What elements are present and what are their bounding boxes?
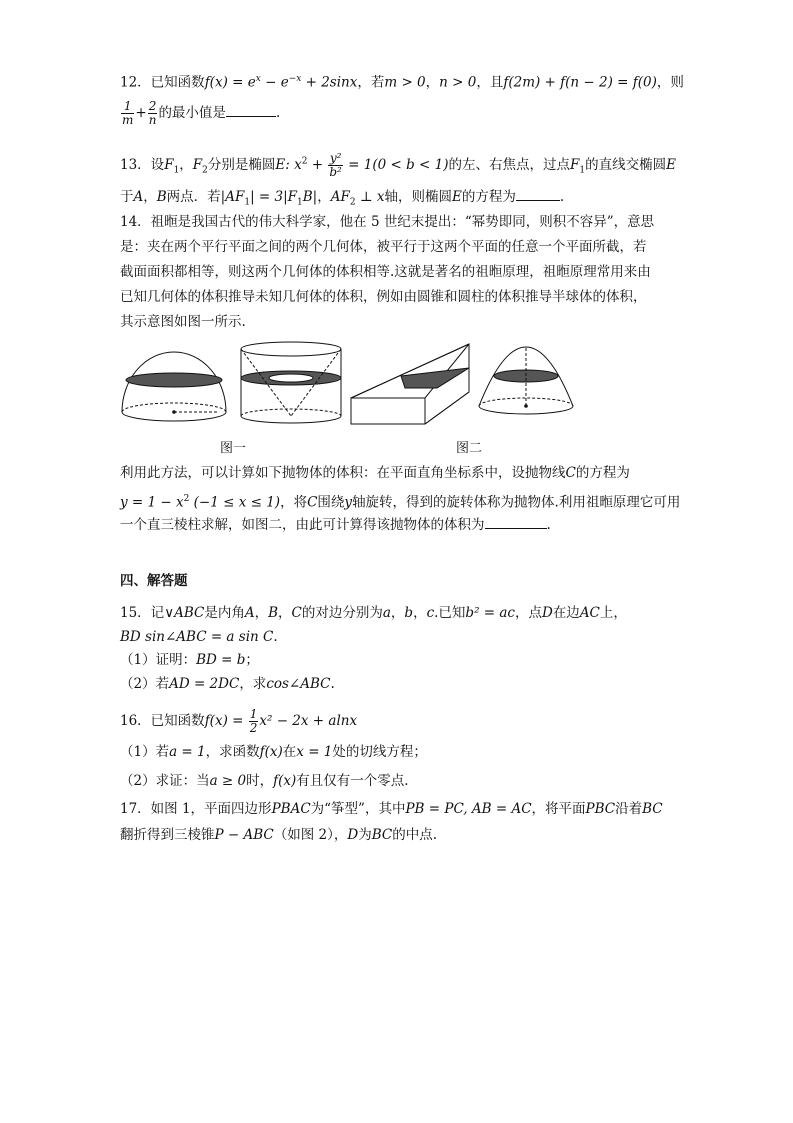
q15-p2-text: （2）若 (120, 676, 170, 692)
q14-eq: y = 1 − x (120, 494, 184, 511)
q16-p1-text4: 处的切线方程； (332, 744, 427, 760)
q16-line1 (120, 708, 357, 735)
q13-text4: 的直线交椭圆 (585, 157, 667, 173)
q15-p2-eq2: cos∠ABC (266, 676, 331, 692)
q17-pbac: PBAC (271, 801, 311, 817)
q16-p2-f: f(x) (273, 773, 297, 789)
q12-func: f(x) = e (204, 74, 256, 91)
q13-f2-sub: 2 (202, 165, 208, 176)
q14-line1: 14．祖暅是我国古代的伟大科学家，他在 5 世纪末提出：“幂势即同，则积不容异”，意思 (120, 214, 655, 230)
q16-p1-eq2: x = 1 (296, 744, 333, 760)
q15-p2-eq: AD = 2DC (169, 676, 240, 692)
q15-triangle: ∨ABC (164, 605, 205, 621)
q13-abs1: |AF (220, 189, 245, 205)
q13-end: . (559, 189, 565, 205)
q13-perp2: ⊥ x (355, 189, 385, 205)
q13-f1b: F (569, 157, 580, 173)
q12-text4: ，则 (656, 74, 684, 91)
figure1-hemisphere (118, 342, 230, 424)
q15-end: . (273, 629, 278, 645)
caption-figure1: 图一 (220, 441, 247, 456)
q13-text3: 的左、右焦点，过点 (448, 157, 570, 173)
q13-text7: 轴，则椭圆 (384, 189, 453, 205)
q15-p2-end: . (330, 676, 335, 692)
q12-answer-blank (226, 115, 276, 117)
q17-bc2: BC (371, 827, 393, 843)
q13-plus: + (307, 157, 328, 173)
q15-c2: ， (278, 605, 292, 621)
q15-text3: 的对边分别为 (301, 605, 383, 621)
q13-ellipse: E: x (275, 157, 302, 173)
q14-c2: C (307, 494, 318, 511)
section-header: 四、解答题 (120, 573, 188, 589)
q13-b: B (156, 189, 167, 205)
q16-p1-text3: 在 (282, 744, 297, 760)
caption-figure2: 图二 (456, 441, 483, 456)
q17-pabc: P − ABC (214, 827, 274, 843)
q17-text6: （如图 2）， (273, 827, 348, 843)
q14-line5: 其示意图如图一所示. (120, 314, 246, 330)
q12-frac1-num: 1 (121, 100, 134, 114)
q13-f1: F (164, 157, 174, 173)
q15-line1 (120, 604, 627, 622)
q12-frac1 (121, 100, 134, 127)
q14-c: C (565, 465, 576, 481)
q13-text8: 的方程为 (461, 189, 516, 205)
q16-p2-text3: 有且仅有一个零点. (296, 773, 409, 789)
q13-text2: 分别是椭圆 (207, 157, 276, 173)
q16-frac-den: 2 (249, 721, 258, 735)
q15-b: b (404, 605, 414, 621)
q13-line2 (120, 188, 564, 212)
q16-frac (249, 708, 259, 735)
q13-frac (328, 152, 343, 179)
q16-p2-text2: 时， (246, 773, 274, 789)
q14-sq: 2 (183, 494, 190, 504)
q12-frac1-den: m (122, 113, 134, 127)
q13-answer-blank (516, 199, 560, 201)
q12-func3: + 2sinx (301, 74, 358, 91)
q15-a-angle: A (244, 605, 255, 621)
q15-c-angle: C (291, 605, 302, 621)
q14-text8: 一个直三棱柱求解，如图二，由此可计算得该抛物体的体积为 (120, 517, 485, 533)
q13-text5: 于 (120, 189, 134, 205)
q17-pbc: PBC (585, 801, 616, 817)
q13-e: E (666, 157, 676, 173)
q12-func2: − e (260, 74, 289, 91)
q15-part2 (120, 675, 335, 693)
q12-frac2-den: n (148, 113, 157, 127)
q17-cond: PB = PC, AB = AC (405, 801, 532, 817)
q13-eq: = 1(0 < b < 1) (343, 157, 449, 173)
q13-frac-den: b² (329, 165, 342, 179)
q16-frac-num: 1 (249, 707, 258, 721)
q15-line2 (120, 628, 278, 646)
q12-frac2 (148, 100, 158, 127)
q17-text3: ，将平面 (531, 801, 586, 817)
q14-text6b: 的方程为 (575, 465, 630, 481)
q14-line7 (120, 490, 680, 512)
q14-range: (−1 ≤ x ≤ 1) (189, 494, 281, 511)
q15-cond: b² = ac (465, 605, 515, 621)
q16-p1-eq: a = 1 (169, 744, 206, 760)
q13-line1 (120, 152, 676, 180)
q13-perp: AF (330, 189, 350, 205)
q12-text: 12．已知函数 (120, 74, 205, 91)
q16-p2-text: （2）求证：当 (120, 773, 210, 789)
q16-part1 (120, 743, 427, 761)
q14-text7a: ，将 (280, 494, 308, 511)
q16-p1-text: （1）若 (120, 744, 170, 760)
q15-p1-eq: BD = b (196, 652, 246, 668)
q12-exp2: −x (288, 74, 302, 84)
q15-text: 15．记 (120, 605, 165, 621)
q13-perp-sub: 2 (349, 197, 356, 208)
q17-text2: 为“筝型”，其中 (310, 801, 406, 817)
q17-d: D (347, 827, 359, 843)
q12-tail: 的最小值是 (158, 105, 226, 121)
q12-exp1: x (255, 74, 261, 84)
q17-line1 (120, 800, 663, 818)
q14-line8 (120, 516, 551, 534)
q12-cond1: m > 0 (384, 74, 426, 91)
q13-e2: E (452, 189, 462, 205)
q15-part1 (120, 651, 259, 669)
q15-a: a (382, 605, 391, 621)
q12-comma: ， (425, 74, 440, 91)
figure1-cylinder-cone (237, 340, 345, 426)
q15-d: D (541, 605, 553, 621)
q17-text: 17．如图 1，平面四边形 (120, 801, 272, 817)
q13-f2: F (192, 157, 203, 173)
q14-text7c: 轴旋转，得到的旋转体称为抛物体.利用祖暅原理它可用 (352, 494, 681, 511)
q12-cond3: f(2m) + f(n − 2) = f(0) (503, 74, 657, 91)
q15-text6: 在边 (552, 605, 580, 621)
q12-plus: + (135, 105, 147, 121)
figure2-paraboloid (475, 344, 577, 426)
q14-end: . (546, 517, 551, 533)
q14-line6 (120, 464, 630, 482)
q13-a: A (133, 189, 144, 205)
q17-text4: 沿着 (615, 801, 643, 817)
q16-rest: x² − 2x + alnx (259, 713, 358, 729)
q13-abs3: B| (302, 189, 318, 205)
q15-ac: AC (579, 605, 600, 621)
q17-bc: BC (642, 801, 663, 817)
q15-c: c (426, 605, 435, 621)
q16-part2 (120, 772, 409, 790)
q12-line1 (120, 70, 684, 92)
q13-sep: ， (179, 157, 193, 173)
q13-abs1-sub: 1 (244, 197, 251, 208)
q15-c1: ， (254, 605, 269, 621)
q14-text6: 利用此方法，可以计算如下抛物体的体积：在平面直角坐标系中，设抛物线 (120, 465, 566, 481)
q14-text7b: 围绕 (317, 494, 345, 511)
q12-line2 (120, 100, 280, 127)
q13-abs2-sub: 1 (297, 197, 303, 208)
q14-line4: 已知几何体的体积推导未知几何体的体积，例如由圆锥和圆柱的体积推导半球体的体积， (120, 289, 647, 305)
q13-frac-num: y² (329, 151, 342, 165)
q17-line2 (120, 826, 437, 844)
q13-sq: 2 (301, 156, 308, 167)
q15-text2: 是内角 (204, 605, 245, 621)
q16-p1-text2: ，求函数 (205, 744, 260, 760)
q15-cond2: BD sin∠ABC = a sin C (120, 629, 274, 645)
q13-f1b-sub: 1 (579, 165, 586, 176)
q16-p1-f: f(x) (259, 744, 283, 760)
figure2-prism (345, 340, 475, 426)
q15-text7: 上， (599, 605, 627, 621)
q17-text7: 为 (358, 827, 372, 843)
q15-p1-text: （1）证明： (120, 652, 197, 668)
q13-comma2: ， (317, 189, 331, 205)
q14-line2: 是：夹在两个平行平面之间的两个几何体，被平行于这两个平面的任意一个平面所截，若 (120, 239, 647, 255)
q12-frac2-num: 2 (148, 99, 157, 113)
q12-cond2: n > 0 (439, 74, 477, 91)
q12-end: . (275, 105, 281, 121)
q15-text5: ，点 (514, 605, 542, 621)
q15-text4: .已知 (434, 605, 466, 621)
q17-text8: 的中点. (392, 827, 438, 843)
q16-p2-eq: a ≥ 0 (209, 773, 247, 789)
q15-p2-text2: ，求 (239, 676, 267, 692)
q15-b-angle: B (268, 605, 278, 621)
q13-text6: 两点．若 (166, 189, 221, 205)
q13-abs2: | = 3|F (250, 189, 298, 205)
q15-c3: ， (390, 605, 405, 621)
q16-text: 16．已知函数 (120, 713, 205, 729)
q13-text: 13．设 (120, 157, 165, 173)
q14-line3: 截面面积都相等，则这两个几何体的体积相等.这就是著名的祖暅原理，祖暅原理常用来由 (120, 264, 651, 280)
q13-comma: ， (143, 189, 157, 205)
q17-text5: 翻折得到三棱锥 (120, 827, 215, 843)
q14-y: y (344, 494, 353, 511)
q13-f1-sub: 1 (173, 165, 180, 176)
q16-f: f(x) = (204, 713, 248, 729)
q14-answer-blank (485, 527, 547, 529)
q12-text2: ，若 (357, 74, 385, 91)
q15-c4: ， (413, 605, 427, 621)
q15-p1-end: ； (245, 652, 259, 668)
q12-text3: ，且 (476, 74, 504, 91)
